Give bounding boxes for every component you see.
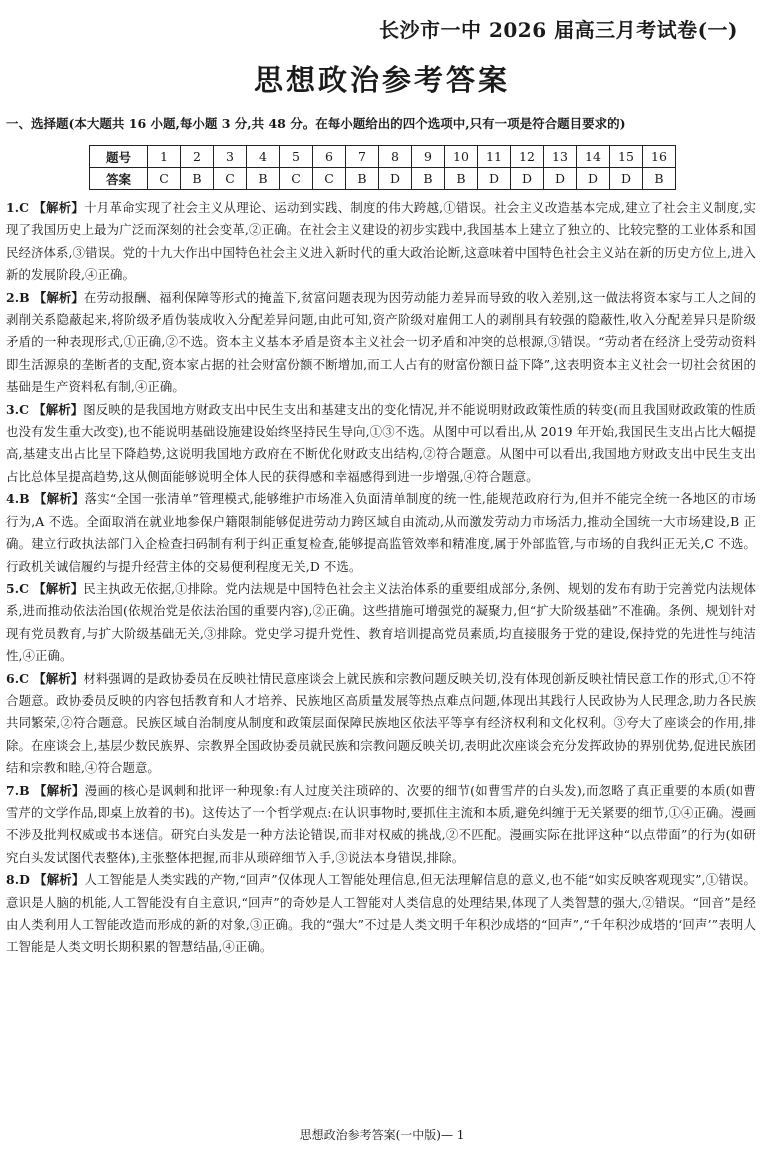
item-number: 8.D bbox=[6, 872, 30, 888]
question-number: 3 bbox=[214, 146, 247, 168]
answer-cell: D bbox=[379, 168, 412, 190]
answer-cell: B bbox=[346, 168, 379, 190]
explanation-list bbox=[6, 197, 756, 959]
item-text: 漫画的核心是讽刺和批评一种现象:有人过度关注琐碎的、次要的细节(如曹雪芹的白头发),而忽略了真正重要的本质(如曹雪芹的文学作品,即桌上放着的书)。这传达了一个哲学观点:在认识事物时,要抓住主流和本质,避免纠缠于无关紧要的细节,①④正确。漫画不涉及批判权威或书本迷信。研究白头发是一种方法论错误,而非对权威的挑战,②不匹配。漫画实际在批评这种“以点带面”的行为(如研究白头发试图代表整体),主张整体把握,而非从琐碎细节入手,③说法本身错误,排除。 bbox=[6, 782, 756, 865]
explanation-item bbox=[6, 399, 756, 489]
answer-cell: D bbox=[478, 168, 511, 190]
document-title: 思想政治参考答案 bbox=[253, 63, 510, 97]
answer-cell: B bbox=[247, 168, 280, 190]
question-number: 1 bbox=[148, 146, 181, 168]
question-number: 7 bbox=[346, 146, 379, 168]
question-number: 13 bbox=[544, 146, 577, 168]
answer-table bbox=[89, 145, 676, 190]
row-label-answer: 答案 bbox=[90, 168, 148, 190]
analysis-tag: 【解析】 bbox=[33, 580, 84, 596]
explanation-item bbox=[6, 869, 756, 959]
item-text: 人工智能是人类实践的产物,“回声”仅体现人工智能处理信息,但无法理解信息的意义,也不能“如实反映客观现实”,①错误。意识是人脑的机能,人工智能没有自主意识,“回声”的奇妙是人工智能对人类信息的处理结果,体现了人类智慧的强大,②错误。“回音”是经由人类利用人工智能改造而形成的新的对象,③正确。我的“强大”不过是人类文明千年积沙成塔的“回声”,“千年积沙成塔的‘回声’”表明人工智能是人类文明长期积累的智慧结晶,④正确。 bbox=[6, 872, 756, 955]
question-number: 15 bbox=[610, 146, 643, 168]
item-number: 1.C bbox=[6, 200, 30, 215]
answer-cell: B bbox=[412, 168, 445, 190]
question-number: 8 bbox=[379, 146, 412, 168]
answer-cell: B bbox=[181, 168, 214, 190]
question-number: 2 bbox=[181, 146, 214, 168]
answer-table-number-row bbox=[90, 146, 676, 168]
item-number: 7.B bbox=[6, 782, 30, 798]
answer-cell: C bbox=[214, 168, 247, 190]
question-number: 10 bbox=[445, 146, 478, 168]
explanation-item bbox=[6, 668, 756, 780]
item-number: 5.C bbox=[6, 580, 30, 596]
explanation-item bbox=[6, 197, 756, 287]
question-number: 6 bbox=[313, 146, 346, 168]
answer-table-answer-row bbox=[90, 168, 676, 190]
item-text: 十月革命实现了社会主义从理论、运动到实践、制度的伟大跨越,①错误。社会主义改造基本完成,建立了社会主义制度,实现了我国历史上最为广泛而深刻的社会变革,②正确。在社会主义建设的初步实践中,我国基本上建立了独立的、比较完整的工业体系和国民经济体系,③错误。党的十九大作出中国特色社会主义进入新时代的重大政治论断,这意味着中国特色社会主义站在新的历史方位上,进入新的发展阶段,④正确。 bbox=[6, 200, 756, 283]
analysis-tag: 【解析】 bbox=[34, 872, 85, 888]
answer-cell: D bbox=[577, 168, 610, 190]
analysis-tag: 【解析】 bbox=[33, 200, 85, 215]
question-number: 9 bbox=[412, 146, 445, 168]
question-number: 5 bbox=[280, 146, 313, 168]
analysis-tag: 【解析】 bbox=[33, 782, 85, 798]
answer-cell: C bbox=[148, 168, 181, 190]
question-number: 4 bbox=[247, 146, 280, 168]
answer-cell: C bbox=[280, 168, 313, 190]
answer-cell: D bbox=[544, 168, 577, 190]
question-number: 11 bbox=[478, 146, 511, 168]
analysis-tag: 【解析】 bbox=[33, 289, 84, 305]
page-footer: 思想政治参考答案(一中版)— 1 bbox=[299, 1128, 465, 1142]
answer-cell: B bbox=[643, 168, 676, 190]
item-text: 图反映的是我国地方财政支出中民生支出和基建支出的变化情况,并不能说明财政政策性质的转变(而且我国财政政策的性质也没有发生重大改变),也不能说明基础设施建设始终坚持民生导向,①③不选。从图中可以看出,从 2019 年开始,我国民生支出占比大幅提高,基建支出占比呈下降趋势,这说明我国地方政府在不断优化财政支出结构,②符合题意。从图中可以看出,我国地方财政支出中民生支出占比总体呈提高趋势,这从侧面能够说明全体人民的获得感和幸福感得到进一步增强,④符合题意。 bbox=[6, 401, 756, 484]
analysis-tag: 【解析】 bbox=[33, 491, 85, 507]
analysis-tag: 【解析】 bbox=[33, 670, 84, 686]
item-text: 落实“全国一张清单”管理模式,能够维护市场准入负面清单制度的统一性,能规范政府行为,但并不能完全统一各地区的市场行为,A 不选。全面取消在就业地参保户籍限制能够促进劳动力跨区域自由流动,从而激发劳动力市场活力,推动全国统一大市场建设,B 正确。建立行政执法部门入企检查扫码制有利于纠正重复检查,能够提高监管效率和精准度,属于外部监管,与市场的自我纠正无关,C 不选。行政机关诚信履约与提升经营主体的交易便利程度无关,D 不选。 bbox=[6, 491, 756, 574]
explanation-item bbox=[6, 287, 756, 399]
item-number: 6.C bbox=[6, 670, 30, 686]
analysis-tag: 【解析】 bbox=[33, 401, 84, 417]
question-number: 12 bbox=[511, 146, 544, 168]
question-number: 16 bbox=[643, 146, 676, 168]
answer-cell: D bbox=[511, 168, 544, 190]
answer-cell: D bbox=[610, 168, 643, 190]
item-number: 2.B bbox=[6, 289, 30, 305]
question-number: 14 bbox=[577, 146, 610, 168]
item-text: 材料强调的是政协委员在反映社情民意座谈会上就民族和宗教问题反映关切,没有体现创新反映社情民意工作的形式,①不符合题意。政协委员反映的内容包括教育和人才培养、民族地区高质量发展等热点难点问题,体现出其践行人民政协为人民理念,助力各民族共同繁荣,②符合题意。民族区域自治制度从制度和政策层面保障民族地区依法平等享有经济权利和文化权利。③夸大了座谈会的作用,排除。在座谈会上,基层少数民族界、宗教界全国政协委员就民族和宗教问题反映关切,表明此次座谈会充分发挥政协的界别优势,促进民族团结和宗教和睦,④符合题意。 bbox=[6, 670, 756, 776]
item-number: 4.B bbox=[6, 491, 30, 507]
item-text: 民主执政无依据,①排除。党内法规是中国特色社会主义法治体系的重要组成部分,条例、规划的发布有助于完善党内法规体系,进而推动依法治国(依规治党是依法治国的重要内容),②正确。这些措施可增强党的凝聚力,但“扩大阶级基础”不准确。条例、规划针对现有党员教育,与扩大阶级基础无关,③排除。党史学习提升党性、教育培训提高党员素质,均直接服务于党的建设,保持党的先进性与纯洁性,④正确。 bbox=[6, 580, 756, 664]
explanation-item bbox=[6, 780, 756, 870]
exam-title: 长沙市一中 2026 届高三月考试卷(一) bbox=[378, 18, 738, 42]
answer-cell: B bbox=[445, 168, 478, 190]
item-number: 3.C bbox=[6, 401, 30, 417]
explanation-item bbox=[6, 578, 756, 668]
answer-cell: C bbox=[313, 168, 346, 190]
item-text: 在劳动报酬、福利保障等形式的掩盖下,贫富问题表现为因劳动能力差异而导致的收入差别,这一做法将资本家与工人之间的剥削关系隐蔽起来,将阶级矛盾伪装成收入分配差异问题,由此可知,资产阶级对雇佣工人的剥削具有较强的隐蔽性,收入分配差异只是阶级矛盾的一种表现形式,①正确,②不选。资本主义基本矛盾是资本主义社会一切矛盾和冲突的总根源,③错误。“劳动者在经济上受劳动资料即生活源泉的垄断者的支配,资本家占据的社会财富份额不断增加,而工人占有的财富份额日益下降”,这表明资本主义社会一切社会贫困的基础是生产资料私有制,④正确。 bbox=[6, 289, 756, 395]
explanation-item bbox=[6, 488, 756, 578]
section-heading-choice: 一、选择题(本大题共 16 小题,每小题 3 分,共 48 分。在每小题给出的四个选项中,只有一项是符合题目要求的) bbox=[6, 116, 626, 131]
row-label-number: 题号 bbox=[90, 146, 148, 168]
